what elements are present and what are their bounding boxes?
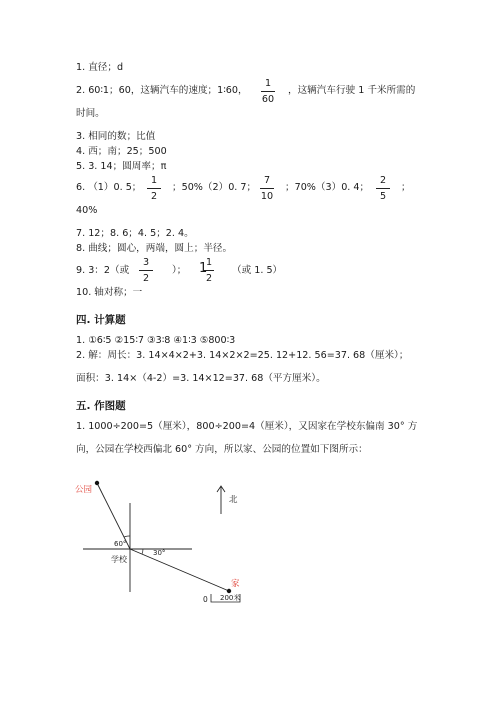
fraction-denominator: 10 xyxy=(260,191,274,202)
fraction-numerator: 7 xyxy=(263,175,271,186)
section-5-title: 五. 作图题 xyxy=(76,400,126,412)
angle-60-label: 60° xyxy=(114,540,127,548)
answer-6-part-b: ；50%（2）0. 7； xyxy=(172,182,257,193)
answer-6-part-c: ；70%（3）0. 4； xyxy=(285,182,370,193)
fraction-denominator: 2 xyxy=(205,273,213,284)
scale-distance-label: 200米 xyxy=(220,594,241,602)
answer-10: 10. 轴对称；一 xyxy=(76,287,143,298)
fraction-numerator: 3 xyxy=(142,257,150,268)
answer-5: 5. 3. 14；圆周率；π xyxy=(76,161,167,172)
park-point xyxy=(95,481,99,485)
section-4-title: 四. 计算题 xyxy=(76,314,126,326)
angle-30-arc xyxy=(142,549,143,554)
park-label: 公园 xyxy=(75,485,93,495)
home-point xyxy=(227,589,231,593)
north-label: 北 xyxy=(229,495,238,505)
mixed-number-whole: 1 xyxy=(199,261,208,276)
answer-9-part-a: 9. 3：2（或 xyxy=(76,265,130,276)
fraction-numerator: 1 xyxy=(264,78,272,89)
answer-2-part-b: ，这辆汽车行驶 1 千米所需的 xyxy=(288,85,416,96)
school-label: 学校 xyxy=(111,555,127,564)
answer-7: 7. 12；8. 6；4. 5；2. 4。 xyxy=(76,228,194,239)
section-5-line-1: 1. 1000÷200=5（厘米），800÷200=4（厘米），又因家在学校东偏南 30° 方 xyxy=(76,421,418,432)
section-4-line-3: 面积：3. 14×（4-2）=3. 14×12=37. 68（平方厘米）。 xyxy=(76,373,326,384)
fraction-denominator: 2 xyxy=(150,191,158,202)
answer-4: 4. 西；南；25；500 xyxy=(76,146,167,157)
angle-60-arc xyxy=(124,536,130,537)
answer-6-part-d: ； xyxy=(401,182,411,193)
angle-30-label: 30° xyxy=(153,549,166,557)
home-label: 家 xyxy=(231,579,240,589)
section-4-line-1: 1. ①6∶5 ②15∶7 ③3∶8 ④1∶3 ⑤800∶3 xyxy=(76,335,236,346)
fraction-numerator: 1 xyxy=(205,257,213,268)
fraction-denominator: 5 xyxy=(379,191,387,202)
answer-3: 3. 相同的数；比值 xyxy=(76,131,156,142)
answer-8: 8. 曲线；圆心，两端，圆上；半径。 xyxy=(76,243,233,254)
fraction-numerator: 1 xyxy=(150,175,158,186)
fraction-denominator: 60 xyxy=(261,94,275,105)
line-to-home xyxy=(130,549,229,591)
answer-9-part-c: （或 1. 5） xyxy=(232,265,283,276)
answer-6-part-a: 6. （1）0. 5； xyxy=(76,182,142,193)
section-5-line-2: 向，公园在学校西偏北 60° 方向，所以家、公园的位置如下图所示： xyxy=(76,444,368,455)
fraction-numerator: 2 xyxy=(379,175,387,186)
answer-9-part-b: ）； xyxy=(172,265,187,276)
section-4-line-2: 2. 解：周长：3. 14×4×2+3. 14×2×2=25. 12+12. 56=37. 68（厘米）； xyxy=(76,350,409,361)
fraction-denominator: 2 xyxy=(142,273,150,284)
answer-2-part-c: 时间。 xyxy=(76,108,105,119)
answer-6-part-e: 40% xyxy=(76,205,98,216)
answer-2-part-a: 2. 60∶1；60，这辆汽车的速度；1∶60， xyxy=(76,85,248,96)
answer-1: 1. 直径；d xyxy=(76,62,124,73)
scale-zero-label: 0 xyxy=(203,595,208,604)
